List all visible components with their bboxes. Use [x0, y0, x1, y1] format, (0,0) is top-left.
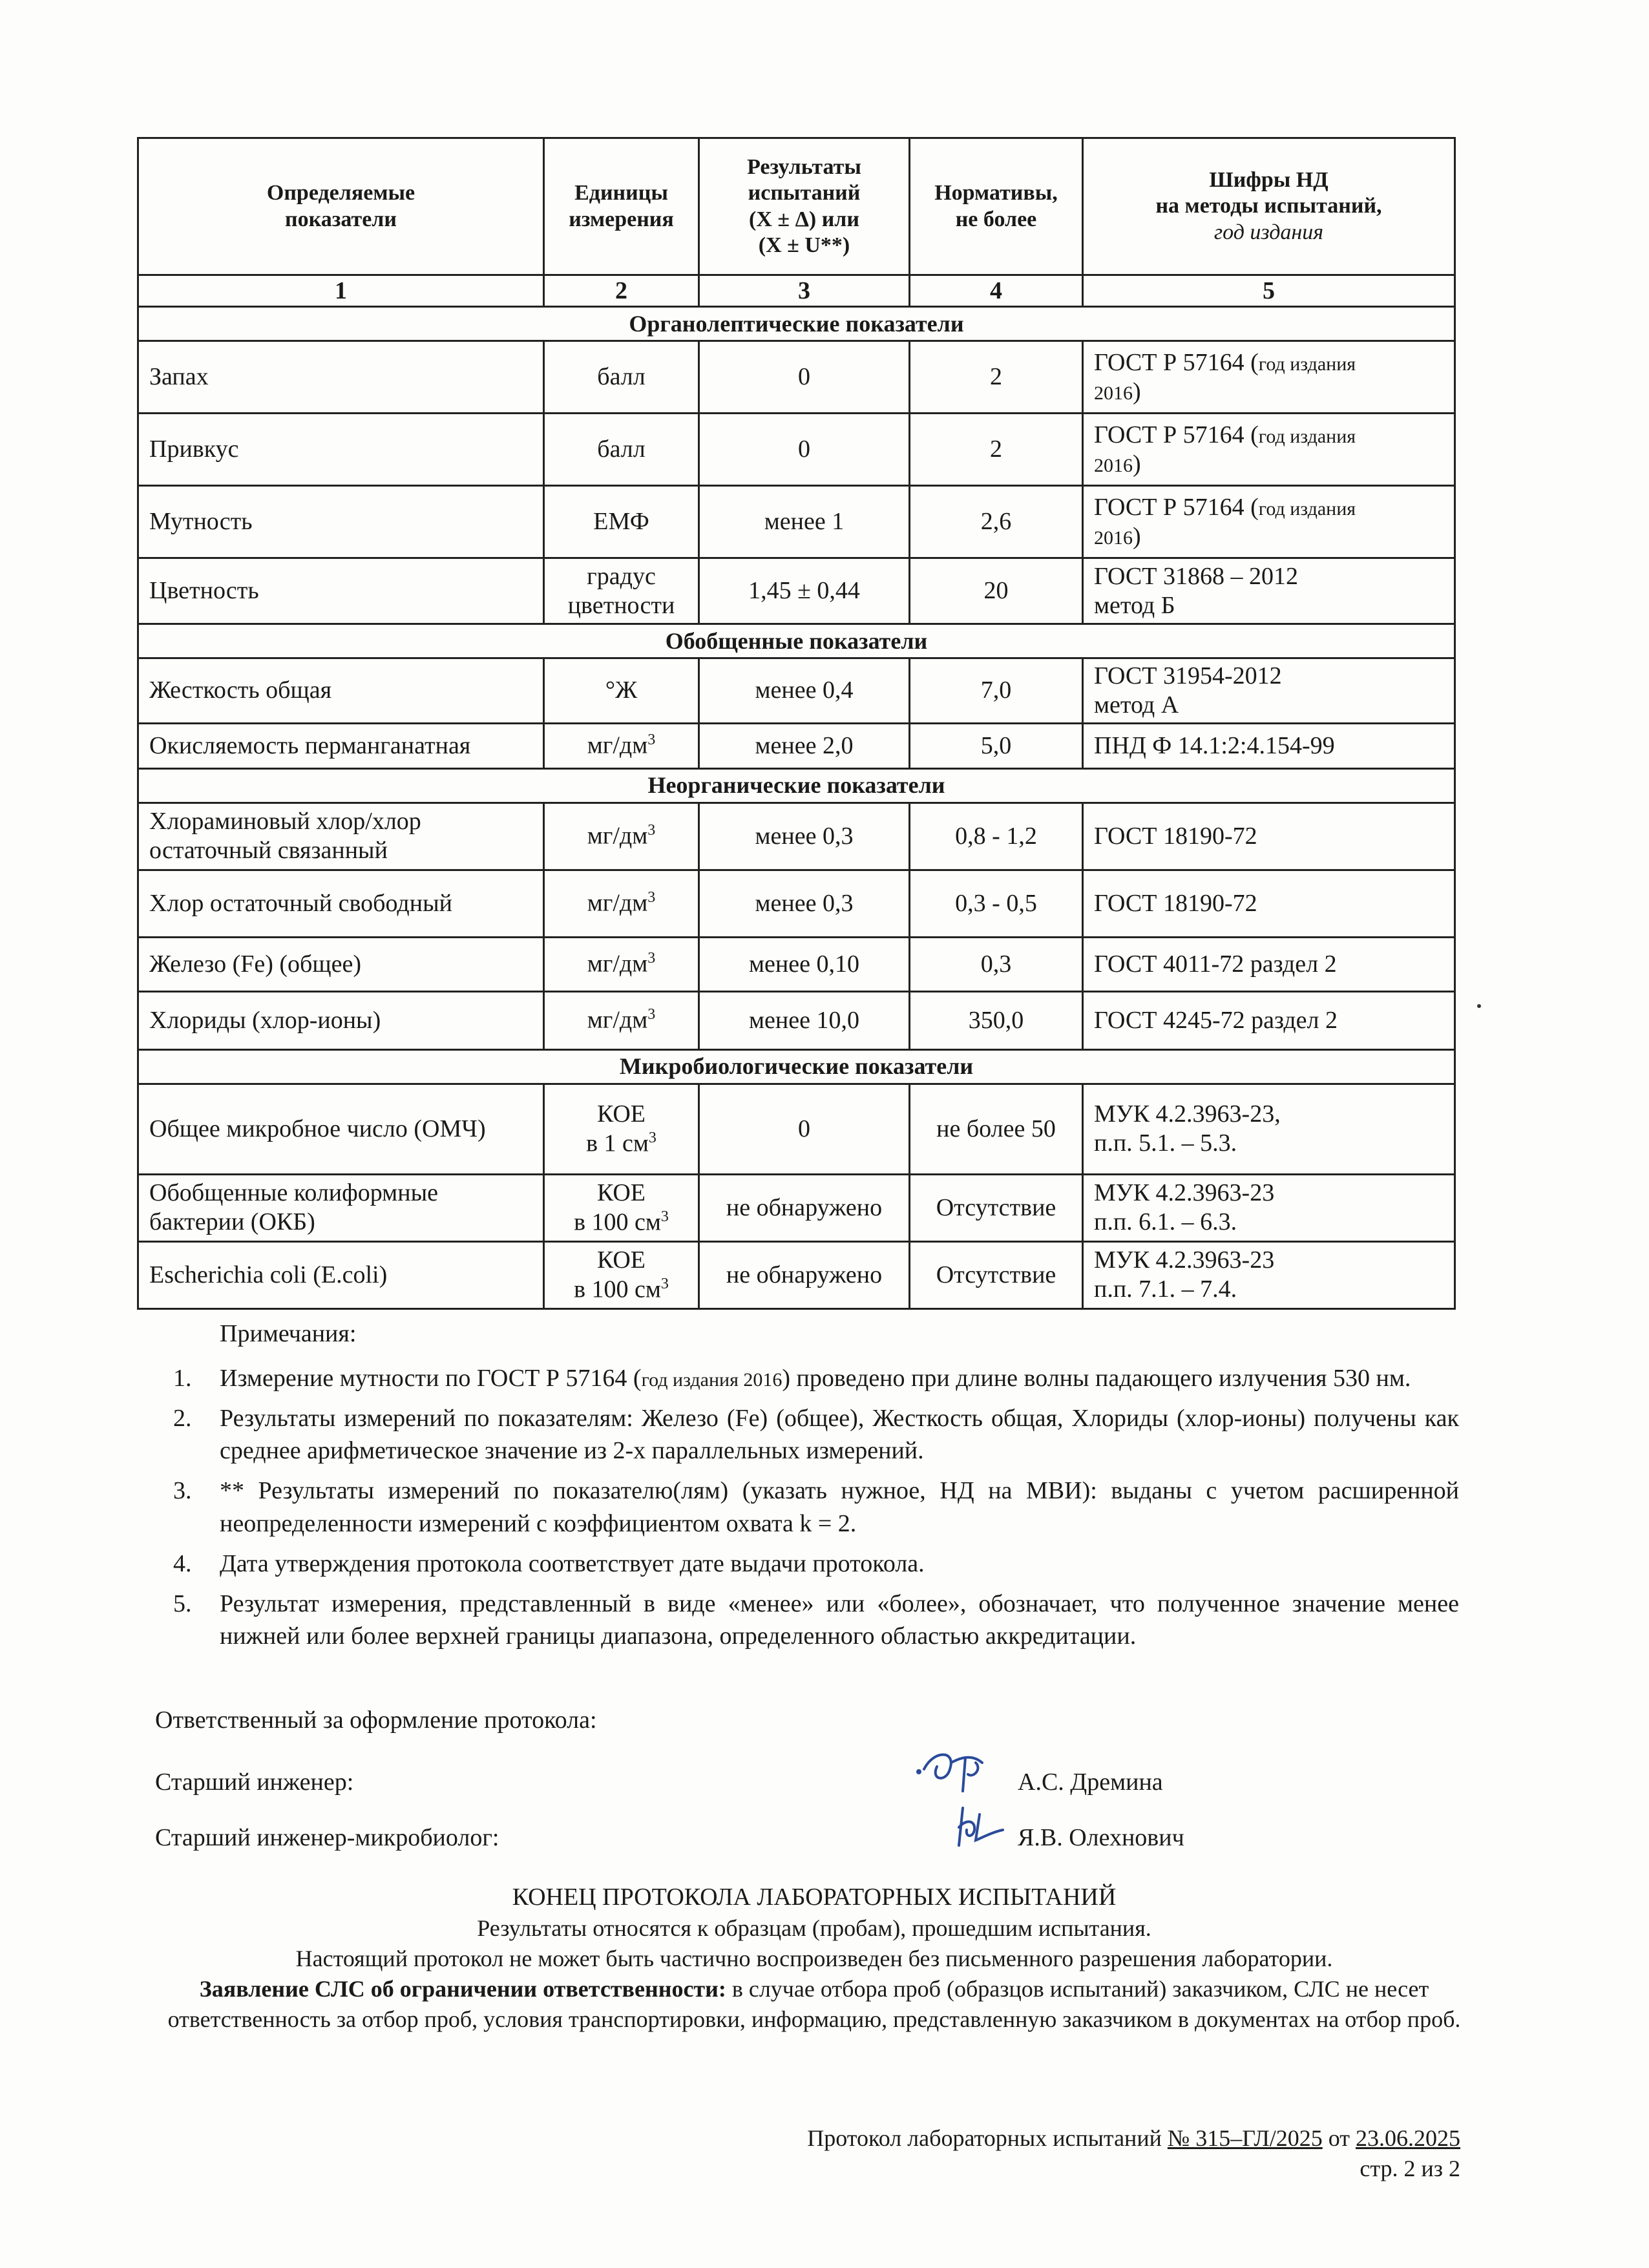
- protocol-number-line: Протокол лабораторных испытаний № 315–ГЛ/2025 от 23.06.2025: [807, 2125, 1460, 2151]
- column-number: 5: [1083, 275, 1455, 307]
- indicator-name: Привкус: [138, 414, 544, 486]
- unit-cell: градус цветности: [544, 558, 699, 624]
- result-cell: не обнаружено: [699, 1241, 910, 1308]
- section-title: Органолептические показатели: [138, 307, 1455, 341]
- result-cell: менее 0,4: [699, 658, 910, 724]
- result-cell: менее 2,0: [699, 723, 910, 768]
- table-row: [138, 803, 1455, 870]
- protocol-reference: [807, 2123, 1460, 2184]
- page-number: стр. 2 из 2: [1360, 2155, 1460, 2181]
- table-row: [138, 486, 1455, 558]
- unit-cell: КОЕ в 100 $см^3$: [544, 1241, 699, 1308]
- result-cell: менее 10,0: [699, 991, 910, 1049]
- result-cell: не обнаружено: [699, 1174, 910, 1241]
- norm-cell: 0,3: [910, 937, 1083, 991]
- signature-mark-icon: [911, 1743, 1008, 1801]
- responsible-label: Ответственный за оформление протокола:: [155, 1706, 597, 1734]
- column-number: 3: [699, 275, 910, 307]
- unit-cell: $мг/дм^3$: [544, 870, 699, 937]
- results-table: [137, 137, 1456, 1310]
- list-item: [173, 1402, 1459, 1467]
- norm-cell: 0,3 - 0,5: [910, 870, 1083, 937]
- disclaimer: Заявление СЛС об ограничении ответственности: в случае отбора проб (образцов испытаний) заказчиком, СЛС не несет ответственность за отбор проб, условия транспортировки, информацию, представленную заказчиком в документах на отбор проб.: [167, 1975, 1461, 2032]
- unit-cell: балл: [544, 341, 699, 414]
- unit-cell: балл: [544, 414, 699, 486]
- notes-list: [173, 1362, 1459, 1660]
- section-title: Микробиологические показатели: [138, 1049, 1455, 1084]
- indicator-name: Мутность: [138, 486, 544, 558]
- indicator-name: Общее микробное число (ОМЧ): [138, 1084, 544, 1174]
- indicator-name: Окисляемость перманганатная: [138, 723, 544, 768]
- table-row: [138, 341, 1455, 414]
- result-cell: 1,45 ± 0,44: [699, 558, 910, 624]
- footer-title: КОНЕЦ ПРОТОКОЛА ЛАБОРАТОРНЫХ ИСПЫТАНИЙ: [512, 1884, 1117, 1911]
- table-header-row: [138, 138, 1455, 275]
- table-row: [138, 723, 1455, 768]
- table-row: [138, 991, 1455, 1049]
- section-row: [138, 307, 1455, 341]
- table-row: [138, 1174, 1455, 1241]
- indicator-name: Цветность: [138, 558, 544, 624]
- method-cell: ГОСТ 31868 – 2012 метод Б: [1083, 558, 1455, 624]
- list-item: [173, 1362, 1459, 1394]
- unit-cell: $мг/дм^3$: [544, 723, 699, 768]
- note-text: Измерение мутности по ГОСТ Р 57164 (год издания 2016) проведено при длине волны падающего излучения 530 нм.: [220, 1365, 1411, 1392]
- footer-line: Результаты относятся к образцам (пробам), прошедшим испытания.: [477, 1915, 1151, 1942]
- method-cell: МУК 4.2.3963-23 п.п. 6.1. – 6.3.: [1083, 1174, 1455, 1241]
- table-row: [138, 1084, 1455, 1174]
- header-norms: Нормативы, не более: [910, 138, 1083, 275]
- norm-cell: Отсутствие: [910, 1174, 1083, 1241]
- section-row: [138, 624, 1455, 658]
- unit-cell: $мг/дм^3$: [544, 937, 699, 991]
- header-indicator: Определяемые показатели: [138, 138, 544, 275]
- method-cell: ГОСТ 18190-72: [1083, 870, 1455, 937]
- method-cell: ГОСТ 31954-2012 метод А: [1083, 658, 1455, 724]
- header-results: Результаты испытаний (X ± Δ) или (X ± U**): [699, 138, 910, 275]
- norm-cell: 2: [910, 414, 1083, 486]
- engineer-role: Старший инженер:: [155, 1769, 354, 1796]
- indicator-name: Escherichia coli (E.coli): [138, 1241, 544, 1308]
- column-number-row: [138, 275, 1455, 307]
- method-cell: ГОСТ Р 57164 (год издания 2016): [1083, 414, 1455, 486]
- norm-cell: 2: [910, 341, 1083, 414]
- indicator-name: Хлораминовый хлор/хлор остаточный связанный: [138, 803, 544, 870]
- microbiologist-name: Я.В. Олехнович: [1018, 1824, 1184, 1851]
- norm-cell: 7,0: [910, 658, 1083, 724]
- section-title: Обобщенные показатели: [138, 624, 1455, 658]
- note-number: 3.: [173, 1477, 192, 1505]
- method-cell: ГОСТ Р 57164 (год издания 2016): [1083, 486, 1455, 558]
- result-cell: 0: [699, 414, 910, 486]
- header-units: Единицы измерения: [544, 138, 699, 275]
- indicator-name: Обобщенные колиформные бактерии (ОКБ): [138, 1174, 544, 1241]
- note-number: 5.: [173, 1590, 192, 1617]
- note-number: 4.: [173, 1549, 192, 1577]
- list-item: [173, 1548, 1459, 1580]
- section-title: Неорганические показатели: [138, 768, 1455, 803]
- indicator-name: Хлор остаточный свободный: [138, 870, 544, 937]
- norm-cell: 5,0: [910, 723, 1083, 768]
- column-number: 2: [544, 275, 699, 307]
- result-cell: менее 1: [699, 486, 910, 558]
- column-number: 4: [910, 275, 1083, 307]
- header-methods: Шифры НД на методы испытаний, год издания: [1083, 138, 1455, 275]
- norm-cell: 20: [910, 558, 1083, 624]
- note-number: 1.: [173, 1365, 192, 1392]
- unit-cell: КОЕ в 1 $см^3$: [544, 1084, 699, 1174]
- note-text: Результаты измерений по показателям: Железо (Fe) (общее), Жесткость общая, Хлориды (хлор-ионы) получены как среднее арифметическое значение из 2-х параллельных измерений.: [220, 1405, 1459, 1465]
- result-cell: менее 0,3: [699, 803, 910, 870]
- result-cell: 0: [699, 1084, 910, 1174]
- result-cell: менее 0,3: [699, 870, 910, 937]
- method-cell: ПНД Ф 14.1:2:4.154-99: [1083, 723, 1455, 768]
- table-row: [138, 414, 1455, 486]
- result-cell: менее 0,10: [699, 937, 910, 991]
- norm-cell: Отсутствие: [910, 1241, 1083, 1308]
- table-row: [138, 658, 1455, 724]
- unit-cell: КОЕ в 100 $см^3$: [544, 1174, 699, 1241]
- method-cell: ГОСТ 18190-72: [1083, 803, 1455, 870]
- method-cell: ГОСТ Р 57164 (год издания 2016): [1083, 341, 1455, 414]
- column-number: 1: [138, 275, 544, 307]
- unit-cell: $мг/дм^3$: [544, 803, 699, 870]
- note-text: Результат измерения, представленный в виде «менее» или «более», обозначает, что полученное значение менее нижней или более верхней границы диапазона, определенного областью аккредитации.: [220, 1590, 1459, 1650]
- norm-cell: не более 50: [910, 1084, 1083, 1174]
- note-text: ** Результаты измерений по показателю(лям) (указать нужное, НД на МВИ): выданы с учетом расширенной неопределенности измерений с коэффициентом охвата k = 2.: [220, 1477, 1459, 1537]
- method-cell: ГОСТ 4011-72 раздел 2: [1083, 937, 1455, 991]
- unit-cell: ЕМФ: [544, 486, 699, 558]
- note-number: 2.: [173, 1405, 192, 1433]
- indicator-name: Хлориды (хлор-ионы): [138, 991, 544, 1049]
- result-cell: 0: [699, 341, 910, 414]
- table-row: [138, 1241, 1455, 1308]
- unit-cell: °Ж: [544, 658, 699, 724]
- indicator-name: Жесткость общая: [138, 658, 544, 724]
- norm-cell: 0,8 - 1,2: [910, 803, 1083, 870]
- table-row: [138, 870, 1455, 937]
- table-row: [138, 937, 1455, 991]
- list-item: [173, 1475, 1459, 1539]
- indicator-name: Запах: [138, 341, 544, 414]
- footer-line: Настоящий протокол не может быть частично воспроизведен без письменного разрешения лаборатории.: [295, 1946, 1333, 1972]
- engineer-name: А.С. Дремина: [1018, 1769, 1163, 1796]
- table-row: [138, 558, 1455, 624]
- list-item: [173, 1588, 1459, 1652]
- section-row: [138, 1049, 1455, 1084]
- method-cell: МУК 4.2.3963-23, п.п. 5.1. – 5.3.: [1083, 1084, 1455, 1174]
- indicator-name: Железо (Fe) (общее): [138, 937, 544, 991]
- microbiologist-role: Старший инженер-микробиолог:: [155, 1824, 499, 1851]
- method-cell: ГОСТ 4245-72 раздел 2: [1083, 991, 1455, 1049]
- note-text: Дата утверждения протокола соответствует дате выдачи протокола.: [220, 1549, 925, 1577]
- norm-cell: 2,6: [910, 486, 1083, 558]
- notes-title: Примечания:: [220, 1320, 357, 1347]
- protocol-footer: [155, 1882, 1473, 2035]
- scan-dot: [1477, 1004, 1481, 1008]
- unit-cell: $мг/дм^3$: [544, 991, 699, 1049]
- section-row: [138, 768, 1455, 803]
- method-cell: МУК 4.2.3963-23 п.п. 7.1. – 7.4.: [1083, 1241, 1455, 1308]
- signature-mark-icon: [943, 1795, 1021, 1853]
- norm-cell: 350,0: [910, 991, 1083, 1049]
